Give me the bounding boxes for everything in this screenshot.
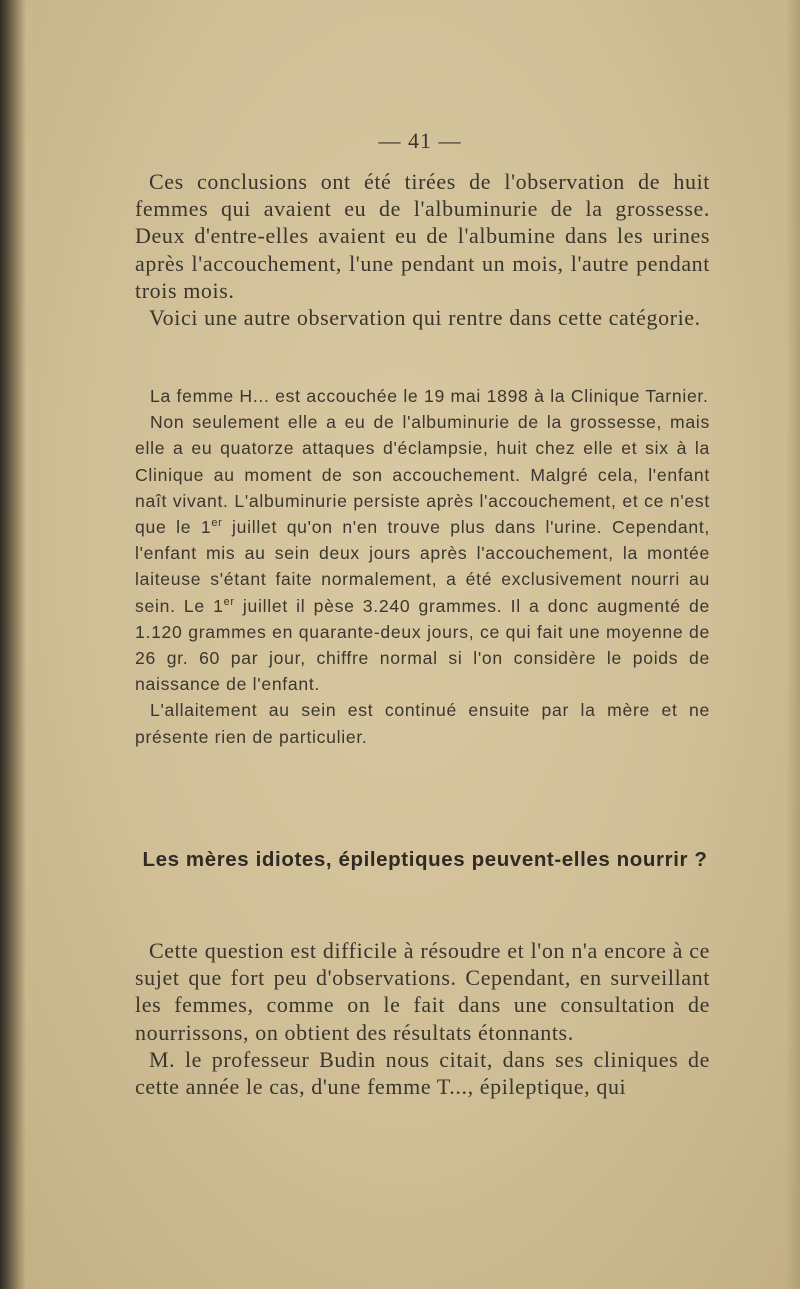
section-paragraph-1: Cette question est difficile à résoudre et l'on n'a encore à ce sujet que fort peu d'observations. Cependant, en surveillant les femmes, comme on le fait dans une consultation de nourrissons, on obtient des résultats étonnants. bbox=[135, 938, 710, 1045]
observation-paragraph-3: L'allaitement au sein est continué ensuite par la mère et ne présente rien de particulier. bbox=[135, 700, 710, 747]
observation-block bbox=[135, 383, 710, 750]
observation-paragraph-1: La femme H... est accouchée le 19 mai 1898 à la Clinique Tarnier. bbox=[150, 386, 709, 406]
section-heading: Les mères idiotes, épileptiques peuvent-elles nourrir ? bbox=[142, 848, 708, 871]
ordinal-superscript: er bbox=[223, 595, 235, 608]
intro-paragraph-2: Voici une autre observation qui rentre dans cette catégorie. bbox=[149, 305, 701, 331]
binding-shadow bbox=[0, 0, 26, 1289]
observation-text-part-2: juillet qu'on n'en trouve plus dans l'urine. Cependant, l'enfant mis au sein deux jours après l'accouchement, la montée laiteuse s'étant faite normalement, a été exclusivement nourri au sein. Le 1 bbox=[135, 517, 710, 616]
section-paragraph-2: M. le professeur Budin nous citait, dans ses cliniques de cette année le cas, d'une femme T..., épileptique, qui bbox=[135, 1046, 710, 1100]
ordinal-superscript: er bbox=[211, 517, 223, 530]
observation-text-part-1: Non seulement elle a eu de l'albuminurie de la grossesse, mais elle a eu quatorze attaques d'éclampsie, huit chez elle et six à la Clinique au moment de son accouchement. Malgré cela, l'enfant naît vivant. L'albuminurie persiste après l'accouchement, et ce n'est que le 1 bbox=[135, 412, 710, 538]
page-edge-shading bbox=[786, 0, 800, 1289]
intro-paragraph-1: Ces conclusions ont été tirées de l'observation de huit femmes qui avaient eu de l'albuminurie de la grossesse. Deux d'entre-elles avaient eu de l'albumine dans les urines après l'accouchement, l'une pendant un mois, l'autre pendant trois mois. bbox=[135, 169, 710, 303]
observation-paragraph-2 bbox=[135, 409, 710, 697]
intro-block bbox=[135, 168, 710, 331]
page-number: — 41 — bbox=[378, 128, 462, 153]
observation-text-part-3: juillet il pèse 3.240 grammes. Il a donc augmenté de 1.120 grammes en quarante-deux jours, ce qui fait une moyenne de 26 gr. 60 par jour, chiffre normal si l'on considère le poids de naissance de l'enfant. bbox=[135, 595, 710, 695]
section-block bbox=[135, 937, 710, 1100]
